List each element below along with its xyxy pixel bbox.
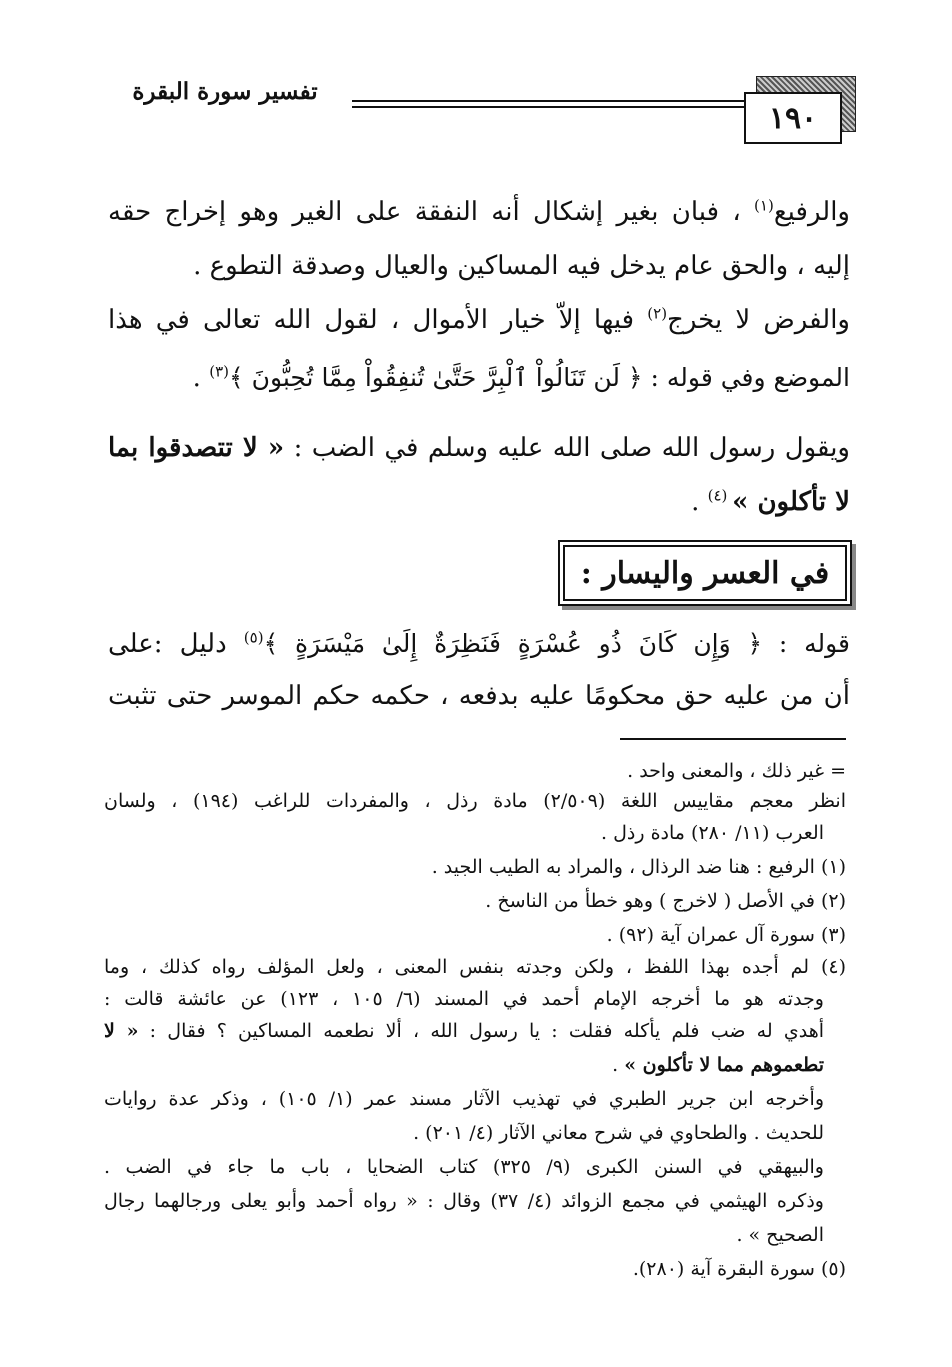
footnote-2: (٢) في الأصل ( لاخرج ) وهو خطأ من الناسخ . bbox=[485, 890, 846, 912]
running-title: تفسير سورة البقرة bbox=[132, 78, 318, 105]
page-number: ١٩٠ bbox=[768, 100, 818, 136]
footnote-line: الصحيح » . bbox=[736, 1224, 824, 1246]
body-line-quran-citation: قوله : ﴿ وَإِن كَانَ ذُو عُسْرَةٍ فَنَظِرَةٌ إِلَىٰ مَيْسَرَةٍ ﴾$^{(٥)}$ دليل :على bbox=[108, 628, 850, 659]
footnote-line: = غير ذلك ، والمعنى واحد . bbox=[627, 760, 846, 782]
footnote-line: للحديث . والطحاوي في شرح معاني الآثار (٤/ ٢٠١) . bbox=[413, 1122, 824, 1144]
footnote-separator bbox=[620, 738, 846, 740]
body-line: والفرض لا يخرج$^{(٢)}$ فيها إلاّ خيار الأموال ، لقول الله تعالى في هذا bbox=[108, 304, 850, 335]
footnote-1: (١) الرفيع : هنا ضد الرذال ، والمراد به الطيب الجيد . bbox=[431, 856, 846, 878]
section-heading-box bbox=[558, 540, 852, 606]
footnote-line: العرب (١١/ ٢٨٠) مادة رذل . bbox=[601, 822, 824, 844]
footnote-4: (٤) لم أجده بهذا اللفظ ، ولكن وجدته بنفس المعنى ، ولعل المؤلف رواه كذلك ، وما bbox=[104, 956, 846, 978]
body-line: أن من عليه حق محكومًا عليه بدفعه ، حكمه حكم الموسر حتى تثبت bbox=[108, 681, 850, 711]
footnote-line: تطعموهم مما لا تأكلون » . bbox=[612, 1054, 824, 1076]
header-rule bbox=[352, 100, 744, 108]
footnote-line: انظر معجم مقاييس اللغة (٢/٥٠٩) مادة رذل ، والمفردات للراغب (١٩٤) ، ولسان bbox=[104, 790, 847, 812]
footnote-3: (٣) سورة آل عمران آية (٩٢) . bbox=[606, 924, 846, 946]
body-line: والرفيع$^{(١)}$ ، فبان بغير إشكال أنه النفقة على الغير وهو إخراج حقه bbox=[108, 196, 850, 227]
section-heading: في العسر واليسار : bbox=[563, 545, 847, 601]
footnote-5: (٥) سورة البقرة آية (٢٨٠). bbox=[632, 1258, 846, 1280]
body-line: إليه ، والحق عام يدخل فيه المساكين والعيال وصدقة التطوع . bbox=[193, 251, 850, 281]
body-line: ويقول رسول الله صلى الله عليه وسلم في الضب : « لا تتصدقوا بما bbox=[108, 433, 850, 463]
footnote-line: والبيهقي في السنن الكبرى (٩/ ٣٢٥) كتاب الضحايا ، باب ما جاء في الضب . bbox=[104, 1156, 824, 1178]
body-line-quran-citation: الموضع وفي قوله : ﴿ لَن تَنَالُواْ ٱلْبِرَّ حَتَّىٰ تُنفِقُواْ مِمَّا تُحِبُّونَ ﴾$^{(٣)}$ . bbox=[192, 362, 850, 393]
footnote-line: وجدته هو ما أخرجه الإمام أحمد في المسند (٦/ ١٠٥ ، ١٢٣) عن عائشة قالت : bbox=[104, 988, 824, 1010]
footnote-line: وأخرجه ابن جرير الطبري في تهذيب الآثار مسند عمر (١/ ١٠٥) ، وذكر عدة روايات bbox=[104, 1088, 824, 1110]
footnote-line: وذكره الهيثمي في مجمع الزوائد (٤/ ٣٧) وقال : « رواه أحمد وأبو يعلى ورجالهما رجال bbox=[104, 1190, 824, 1212]
body-line: لا تأكلون » $^{(٤)}$ . bbox=[691, 486, 850, 517]
page-number-box bbox=[744, 92, 842, 144]
footnote-line: أهدي له ضب فلم يأكله فقلت : يا رسول الله ، ألا نطعمه المساكين ؟ فقال : « لا bbox=[104, 1020, 824, 1042]
